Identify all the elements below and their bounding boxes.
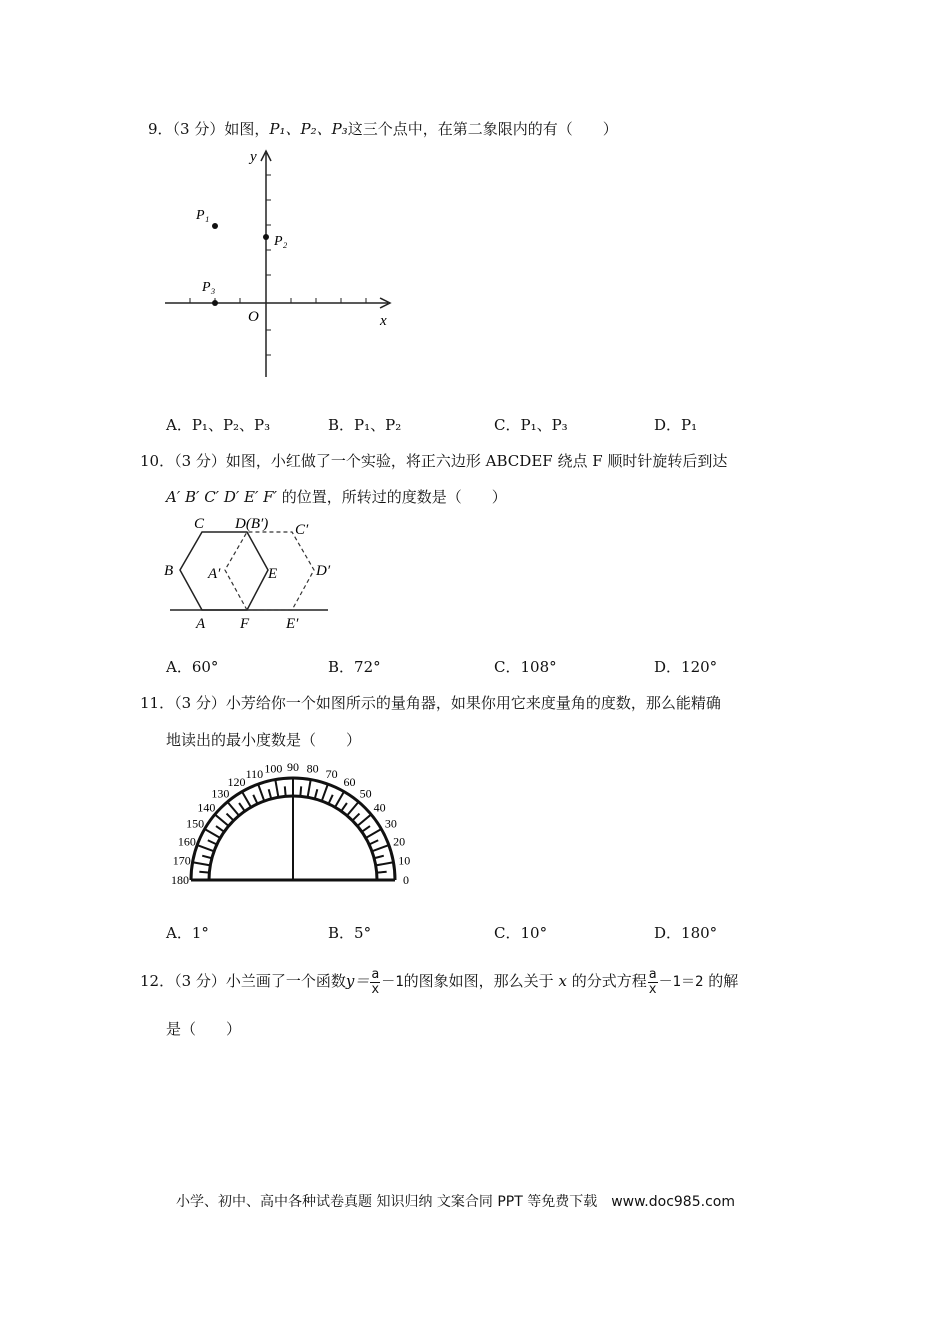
y-axis-label: y: [250, 149, 257, 165]
degree-tick: [285, 786, 286, 796]
point-p2: [263, 234, 269, 240]
degree-label: 120: [227, 775, 246, 790]
protractor-body: [171, 760, 410, 887]
degree-tick: [322, 784, 328, 801]
degree-tick: [208, 840, 217, 844]
label-e-prime: E′: [286, 616, 299, 632]
q10-line1: 如图，小红做了一个实验，将正六边形 ABCDEF 绕点 F 顺时针旋转后到达: [225, 452, 728, 470]
q9-text-after: 这三个点中，在第二象限内的有（ ）: [347, 120, 618, 138]
q9-option-d[interactable]: D．P₁: [654, 416, 698, 434]
degree-label: 110: [245, 766, 264, 781]
degree-label: 30: [384, 816, 397, 831]
hexagon-original: [180, 532, 268, 610]
degree-label: 20: [393, 834, 406, 849]
label-c: C: [194, 516, 205, 532]
q12-text3: 的分式方程: [571, 972, 647, 990]
point-p3: [212, 300, 218, 306]
degree-label: 100: [264, 761, 283, 776]
protractor-figure: [160, 756, 420, 890]
q12-equation-fraction: [648, 968, 658, 997]
q12-stem-line2: 是（ ）: [166, 1020, 242, 1038]
q11-stem-line2: 地读出的最小度数是（ ）: [166, 731, 362, 749]
degree-label: 160: [177, 834, 196, 849]
degree-label: 140: [197, 800, 216, 815]
q12-minus-one: －1: [381, 974, 404, 990]
q12-func-prefix: y＝: [345, 972, 370, 990]
degree-label: 70: [325, 766, 338, 781]
degree-tick: [239, 803, 245, 811]
q10-stem-line1: [140, 450, 727, 472]
q11-option-c[interactable]: C．10°: [494, 924, 548, 942]
degree-tick: [242, 792, 251, 808]
page-footer: 小学、初中、高中各种试卷真题 知识归纳 文案合同 PPT 等免费下载 www.doc985.com: [176, 1194, 735, 1210]
q9-score: （3 分）: [172, 120, 225, 138]
label-c-prime: C′: [295, 522, 309, 538]
degree-tick: [193, 862, 211, 865]
q11-stem-line1: [140, 692, 721, 714]
label-a-prime: A′: [208, 566, 221, 582]
q12-text2: 的图象如图，那么关于: [403, 972, 554, 990]
label-f: F: [240, 616, 250, 632]
fraction-denominator: x: [371, 981, 380, 997]
q9-option-a[interactable]: A．P₁、P₂、P₃: [166, 416, 271, 434]
degree-label: 150: [186, 816, 205, 831]
q9-option-b[interactable]: B．P₁、P₂: [328, 416, 402, 434]
degree-label: 50: [359, 786, 372, 801]
q11-option-b[interactable]: B．5°: [328, 924, 372, 942]
q12-var-x: x: [558, 972, 567, 990]
degree-label: 0: [403, 873, 409, 887]
q12-number: 12．: [140, 972, 175, 990]
q11-score: （3 分）: [174, 694, 226, 712]
degree-tick: [372, 845, 389, 851]
degree-tick: [269, 789, 272, 799]
degree-label: 40: [373, 800, 386, 815]
degree-tick: [205, 829, 221, 838]
label-a: A: [196, 616, 206, 632]
q10-option-d[interactable]: D．120°: [654, 658, 718, 676]
q10-number: 10．: [140, 452, 175, 470]
q12-fraction: [370, 968, 380, 997]
q9-stem: [148, 118, 618, 140]
degree-tick: [216, 826, 224, 832]
label-d: D(B′): [235, 516, 269, 532]
q10-option-a[interactable]: A．60°: [166, 658, 219, 676]
fraction-numerator: a: [371, 966, 380, 982]
degree-label: 130: [211, 786, 230, 801]
p3-label: P₃: [202, 280, 216, 295]
degree-label: 90: [287, 760, 299, 774]
q11-option-d[interactable]: D．180°: [654, 924, 718, 942]
origin-label: O: [248, 309, 259, 325]
degree-tick: [308, 780, 311, 798]
point-p1: [212, 223, 218, 229]
q11-option-a[interactable]: A．1°: [166, 924, 209, 942]
q9-text-before: 如图，: [224, 120, 270, 138]
q10-option-c[interactable]: C．108°: [494, 658, 557, 676]
degree-tick: [258, 784, 264, 801]
degree-label: 80: [306, 761, 319, 776]
q12-stem-line1: [140, 964, 738, 999]
degree-tick: [366, 829, 382, 838]
equation-denominator: x: [648, 981, 657, 997]
degree-tick: [199, 872, 209, 873]
degree-tick: [328, 795, 332, 804]
degree-tick: [315, 789, 318, 799]
degree-tick: [357, 814, 371, 826]
degree-label: 10: [398, 853, 411, 868]
degree-tick: [376, 862, 394, 865]
degree-tick: [347, 802, 359, 816]
equation-numerator: a: [648, 966, 657, 982]
q12-text4: 的解: [708, 972, 739, 990]
q11-number: 11．: [140, 694, 175, 712]
degree-tick: [369, 840, 378, 844]
degree-tick: [300, 786, 301, 796]
q12-score: （3 分）: [174, 972, 226, 990]
degree-tick: [215, 814, 229, 826]
q12-equation-tail: －1＝2: [658, 974, 704, 990]
q10-option-b[interactable]: B．72°: [328, 658, 381, 676]
label-d-prime: D′: [316, 563, 331, 579]
q11-line1: 小芳给你一个如图所示的量角器，如果你用它来度量角的度数，那么能精确: [225, 694, 721, 712]
q12-text1: 小兰画了一个函数: [225, 972, 346, 990]
label-b: B: [164, 563, 174, 579]
p1-label: P₁: [196, 208, 210, 223]
degree-label: 180: [171, 873, 189, 887]
p2-label: P₂: [274, 234, 288, 249]
degree-tick: [352, 814, 359, 821]
degree-tick: [275, 780, 278, 798]
q10-score: （3 分）: [174, 452, 226, 470]
q9-coordinate-figure: [160, 145, 400, 385]
degree-label: 170: [172, 853, 191, 868]
degree-tick: [202, 856, 212, 859]
degree-tick: [227, 814, 234, 821]
degree-tick: [335, 792, 344, 808]
q10-stem-line2: [166, 486, 507, 508]
q10-line2-text: 的位置，所转过的度数是（ ）: [281, 488, 507, 506]
q9-option-c[interactable]: C．P₁、P₃: [494, 416, 568, 434]
degree-tick: [253, 795, 257, 804]
degree-label: 60: [343, 775, 356, 790]
degree-tick: [341, 803, 347, 811]
degree-tick: [362, 826, 370, 832]
x-axis-label: x: [380, 313, 387, 329]
degree-tick: [377, 872, 387, 873]
degree-tick: [197, 845, 214, 851]
q9-points: P₁、P₂、P₃: [269, 120, 348, 138]
q10-hexagon-figure: [160, 512, 340, 634]
degree-tick: [374, 856, 384, 859]
label-e: E: [268, 566, 278, 582]
degree-tick: [227, 802, 239, 816]
q10-rotated-vertices: A′ B′ C′ D′ E′ F′: [166, 488, 277, 506]
q9-number: 9．: [148, 120, 173, 138]
